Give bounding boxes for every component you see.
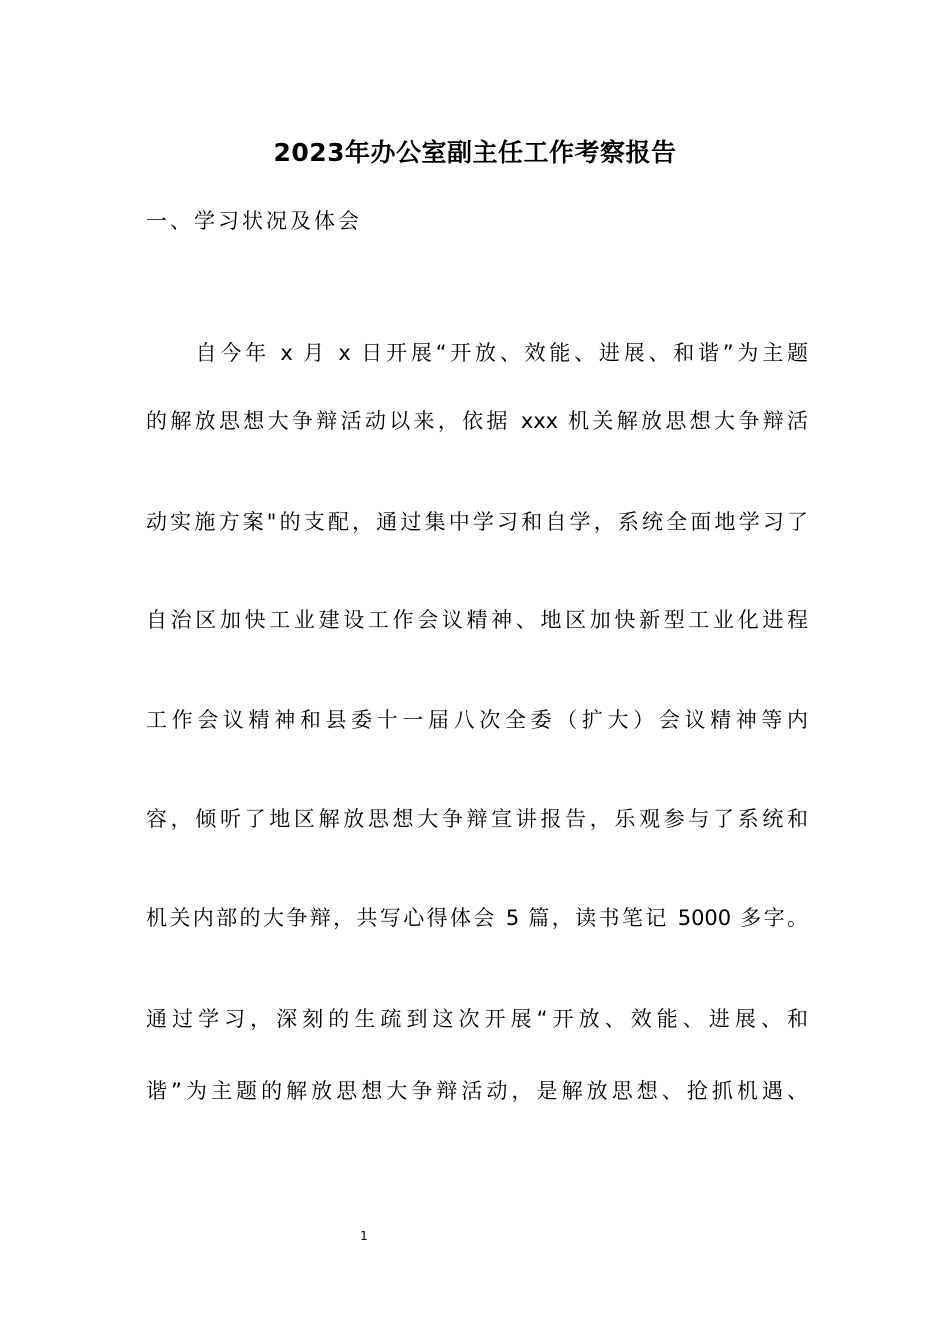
body-line: 通过学习，深刻的生疏到这次开展“开放、效能、进展、和 [146, 1007, 808, 1031]
body-line: 谐”为主题的解放思想大争辩活动，是解放思想、抢抓机遇、 [146, 1079, 808, 1103]
document-title: 2023年办公室副主任工作考察报告 [273, 138, 677, 167]
body-line: 自今年 x 月 x 日开展“开放、效能、进展、和谐”为主题 [146, 341, 808, 365]
body-line: 动实施方案"的支配，通过集中学习和自学，系统全面地学习了 [146, 510, 808, 534]
body-line: 容，倾听了地区解放思想大争辩宣讲报告，乐观参与了系统和 [146, 807, 808, 831]
body-line: 工作会议精神和县委十一届八次全委（扩大）会议精神等内 [146, 708, 808, 732]
body-line: 的解放思想大争辩活动以来，依据 xxx 机关解放思想大争辩活 [146, 409, 808, 433]
body-line: 机关内部的大争辩，共写心得体会 5 篇，读书笔记 5000 多字。 [146, 906, 808, 930]
body-line: 自治区加快工业建设工作会议精神、地区加快新型工业化进程 [146, 608, 808, 632]
page-number: 1 [360, 1229, 368, 1243]
section-heading: 一、学习状况及体会 [146, 209, 362, 233]
